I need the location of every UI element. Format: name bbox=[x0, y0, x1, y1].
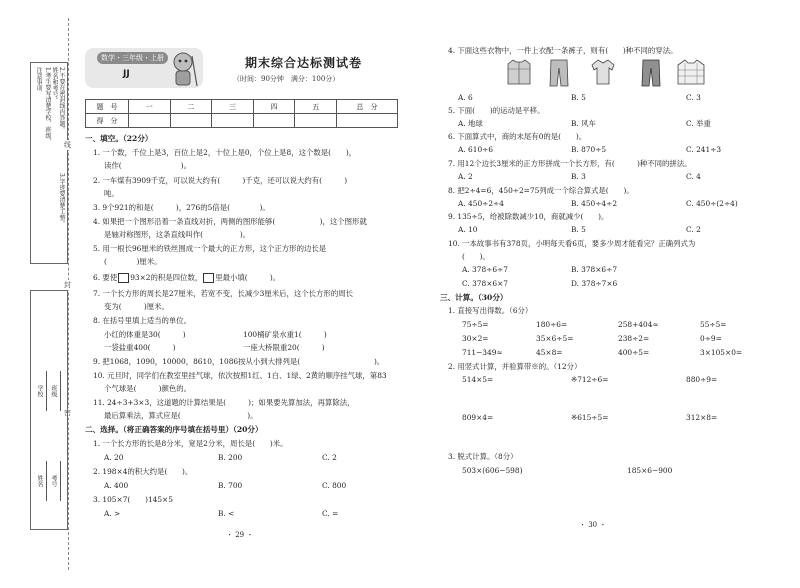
table-header: 二 bbox=[170, 100, 212, 114]
oral-item: 400÷5= bbox=[618, 348, 650, 357]
question-10: 10. 元旦时，同学们在教室里挂气球，依次按照1红、1白、1绿、2黄的顺序挂气球，第83 bbox=[93, 371, 387, 380]
option[interactable]: C. 2 bbox=[686, 225, 701, 234]
choice-1: 1. 一个长方形的长是8分米，宽是2分米，周长是( )米。 bbox=[93, 439, 288, 448]
option[interactable]: B. 200 bbox=[218, 453, 243, 462]
question-6: 6. 要使 93×2的积是四位数， 里最小填( )。 bbox=[93, 273, 281, 282]
oral-item: 55÷5= bbox=[700, 320, 727, 329]
question-5-cont: ( )厘米。 bbox=[104, 257, 162, 266]
unit-blank: 100桶矿泉水重1( ) bbox=[243, 330, 327, 339]
vertical-item: 312×8= bbox=[686, 413, 718, 422]
unit-blank: 一袋盐重400( ) bbox=[104, 343, 176, 352]
oral-item: 0÷9= bbox=[700, 334, 722, 343]
section-choice: 二、选择。（将正确答案的序号填在括号里）（20分） bbox=[85, 425, 263, 434]
page-title: 期末综合达标测试卷 bbox=[245, 56, 363, 70]
page-number-left: ・ 29 ・ bbox=[226, 531, 254, 539]
notice-line: 1.考生要写清楚学校、班级、 bbox=[44, 67, 51, 145]
option[interactable]: C. 3 bbox=[686, 93, 701, 102]
score-cell[interactable] bbox=[253, 114, 295, 128]
choice-5: 5. 下面( )的运动是平移。 bbox=[448, 106, 545, 115]
question-2: 2. 一车煤有3909千克，可以说大约有( )千克，还可以说大约有( ) bbox=[93, 176, 348, 185]
table-header: 总 分 bbox=[337, 100, 398, 114]
option[interactable]: C. 举重 bbox=[686, 119, 711, 128]
question-2-cont: 吨。 bbox=[104, 189, 119, 198]
subject-tag: 数学・三年级・上册 bbox=[97, 52, 168, 64]
option[interactable]: C. = bbox=[322, 509, 339, 518]
option[interactable]: B. 450÷4÷2 bbox=[571, 199, 618, 208]
binding-margin bbox=[0, 0, 78, 588]
table-header: 一 bbox=[129, 100, 171, 114]
option[interactable]: A. 400 bbox=[104, 481, 129, 490]
option[interactable]: A. 610÷6 bbox=[458, 145, 494, 154]
score-cell[interactable] bbox=[295, 114, 337, 128]
vertical-item: ※615÷5= bbox=[571, 413, 609, 422]
oral-item: 238÷2= bbox=[618, 334, 650, 343]
question-7: 7. 一个长方形的周长是27厘米，若宽不变，长减少3厘米后，这个长方形的周长 bbox=[93, 289, 354, 298]
vertical-item: 809×4= bbox=[462, 413, 494, 422]
question-4: 4. 如果把一个图形沿着一条直线对折，两侧的图形能够( )，这个图形就 bbox=[93, 217, 367, 226]
option[interactable]: B. 700 bbox=[218, 481, 243, 490]
oral-item: 711−349≈ bbox=[462, 348, 503, 357]
edition-label: JJ bbox=[123, 69, 130, 79]
option[interactable]: C. 4 bbox=[686, 172, 701, 181]
option[interactable]: A. 378÷6÷7 bbox=[462, 265, 508, 274]
option[interactable]: C. 450÷(2÷4) bbox=[686, 199, 738, 208]
notice-box bbox=[30, 62, 68, 264]
option[interactable]: B. 5 bbox=[571, 93, 586, 102]
calc-3: 3. 脱式计算。（8分） bbox=[448, 452, 518, 461]
table-header: 题 号 bbox=[86, 100, 129, 114]
table-row-label: 得 分 bbox=[86, 114, 129, 128]
pants-icon bbox=[548, 58, 570, 88]
seal-char: 线 bbox=[64, 141, 71, 149]
question-7-cont: 变为( )厘米。 bbox=[104, 302, 169, 311]
choice-2: 2. 198×4的积大约是( )。 bbox=[93, 467, 193, 476]
unit-blank: 一座大桥限重20( ) bbox=[243, 343, 325, 352]
blank-box[interactable] bbox=[118, 273, 129, 283]
table-header: 五 bbox=[295, 100, 337, 114]
choice-8: 8. 把2÷4=6，450÷2=75列成一个综合算式是( )。 bbox=[448, 186, 634, 195]
choice-6: 6. 下面算式中，商的末尾有0的是( )。 bbox=[448, 132, 587, 141]
option[interactable]: A. 450÷2÷4 bbox=[458, 199, 504, 208]
option[interactable]: C. 378×6×7 bbox=[462, 279, 508, 288]
option[interactable]: B. 5 bbox=[571, 225, 586, 234]
question-11-cont: 最后算乘法，算式应是( )。 bbox=[104, 411, 258, 420]
oral-item: 75÷5= bbox=[462, 320, 489, 329]
question-3: 3. 9个921的和是( )，276的5倍是( )。 bbox=[93, 203, 270, 212]
question-1: 1. 一个数，千位上是3，百位上是2，十位上是0，个位上是8，这个数是( )， bbox=[93, 148, 357, 157]
field-school[interactable]: 学校 bbox=[35, 371, 47, 411]
table-row bbox=[86, 114, 398, 128]
seal-char: 密 bbox=[64, 409, 71, 417]
seal-char: 封 bbox=[64, 281, 71, 289]
trousers-icon bbox=[640, 58, 662, 88]
stepwise-item: 503×(606−598) bbox=[462, 466, 523, 475]
student-info-box bbox=[30, 290, 68, 530]
calc-2: 2. 用竖式计算，并验算带※的。（12分） bbox=[448, 362, 582, 371]
choice-10: 10. 一本故事书有378页，小明每天看6页，要多少周才能看完？正确列式为 bbox=[448, 239, 696, 248]
table-row bbox=[86, 100, 398, 114]
oral-item: 258+404≈ bbox=[618, 320, 659, 329]
oral-item: 3×105×0= bbox=[700, 348, 743, 357]
score-cell[interactable] bbox=[337, 114, 398, 128]
notice-line: 姓名和考号。 bbox=[51, 67, 58, 103]
oral-item: 180÷6= bbox=[536, 320, 568, 329]
mascot-icon bbox=[166, 50, 200, 90]
option[interactable]: B. 风车 bbox=[571, 119, 596, 128]
question-10-cont: 个气球是( )颜色的。 bbox=[104, 384, 192, 393]
page-number-right: ・ 30 ・ bbox=[579, 521, 607, 529]
question-5: 5. 用一根长96厘米的铁丝围成一个最大的正方形，这个正方形的边长是 bbox=[93, 244, 327, 253]
exam-info: （时间：90分钟 满分：100分） bbox=[233, 75, 340, 83]
option[interactable]: A. 2 bbox=[458, 172, 473, 181]
section-fill-blank: 一、填空。（22分） bbox=[85, 134, 153, 143]
option[interactable]: A. 20 bbox=[104, 453, 124, 462]
option[interactable]: D. 378÷7×6 bbox=[571, 279, 618, 288]
choice-7: 7. 用12个边长3厘米的正方形拼成一个长方形，有( )种不同的拼法。 bbox=[448, 159, 692, 168]
question-9: 9. 把1068，1090，10000，8610，1086按从小到大排列是( )。 bbox=[93, 357, 385, 366]
option[interactable]: A. 地球 bbox=[458, 119, 483, 128]
vertical-item: ※712÷6= bbox=[571, 375, 609, 384]
notice-line: 3.字迹要清楚工整。 bbox=[58, 173, 65, 227]
vertical-item: 880÷9= bbox=[686, 375, 718, 384]
option[interactable]: B. 870÷5 bbox=[571, 145, 607, 154]
option[interactable]: A. 10 bbox=[458, 225, 478, 234]
question-11: 11. 24÷3+3×3，这道题的计算结果是( )；如果要先算加法，再算除法， bbox=[93, 398, 355, 407]
option[interactable]: A. 6 bbox=[458, 93, 473, 102]
section-calculation: 三、计算。（30分） bbox=[440, 293, 508, 302]
field-name[interactable]: 姓名 bbox=[35, 461, 47, 501]
option[interactable]: C. 241÷3 bbox=[686, 145, 722, 154]
field-exam-no[interactable]: 考号 bbox=[49, 461, 61, 501]
score-cell[interactable] bbox=[129, 114, 171, 128]
option[interactable]: B. 378×6÷7 bbox=[571, 265, 618, 274]
jacket-icon bbox=[506, 58, 532, 86]
choice-10-cont: ( )。 bbox=[462, 252, 490, 261]
score-cell[interactable] bbox=[212, 114, 254, 128]
choice-3: 3. 105×7( )145×5 bbox=[93, 495, 173, 504]
calc-1: 1. 直接写出得数。（6分） bbox=[448, 306, 533, 315]
score-table bbox=[85, 99, 398, 128]
table-header: 三 bbox=[212, 100, 254, 114]
question-8: 8. 在括号里填上适当的单位。 bbox=[93, 316, 192, 325]
oral-item: 45×8= bbox=[536, 348, 563, 357]
stepwise-item: 185×6−900 bbox=[627, 466, 673, 475]
oral-item: 30×2= bbox=[462, 334, 489, 343]
question-1-cont: 读作( )。 bbox=[104, 161, 192, 170]
option[interactable]: A. > bbox=[104, 509, 121, 518]
oral-item: 35×6÷5= bbox=[536, 334, 574, 343]
blank-box[interactable] bbox=[203, 273, 214, 283]
option[interactable]: B. < bbox=[218, 509, 235, 518]
score-cell[interactable] bbox=[170, 114, 212, 128]
shirt-icon bbox=[590, 58, 616, 86]
option[interactable]: C. 2 bbox=[322, 453, 337, 462]
choice-9: 9. 135÷5，给被除数减少10，商就减少( )。 bbox=[448, 212, 609, 221]
option[interactable]: B. 3 bbox=[571, 172, 586, 181]
table-header: 四 bbox=[253, 100, 295, 114]
vertical-item: 514×5= bbox=[462, 375, 494, 384]
unit-blank: 小红的体重是30( ) bbox=[104, 330, 186, 339]
plaid-jacket-icon bbox=[676, 58, 706, 86]
notice-line: 2.不要在密封线内答题。 bbox=[58, 67, 65, 133]
notice-heading: 注意事项 bbox=[35, 67, 42, 91]
seal-line bbox=[68, 18, 69, 570]
field-class[interactable]: 班级 bbox=[49, 371, 61, 411]
option[interactable]: C. 800 bbox=[322, 481, 347, 490]
choice-4: 4. 下面这些衣物中，一件上衣配一条裤子，则有( )种不同的穿法。 bbox=[448, 46, 678, 55]
question-4-cont: 是轴对称图形，这条直线叫作( )。 bbox=[104, 230, 251, 239]
